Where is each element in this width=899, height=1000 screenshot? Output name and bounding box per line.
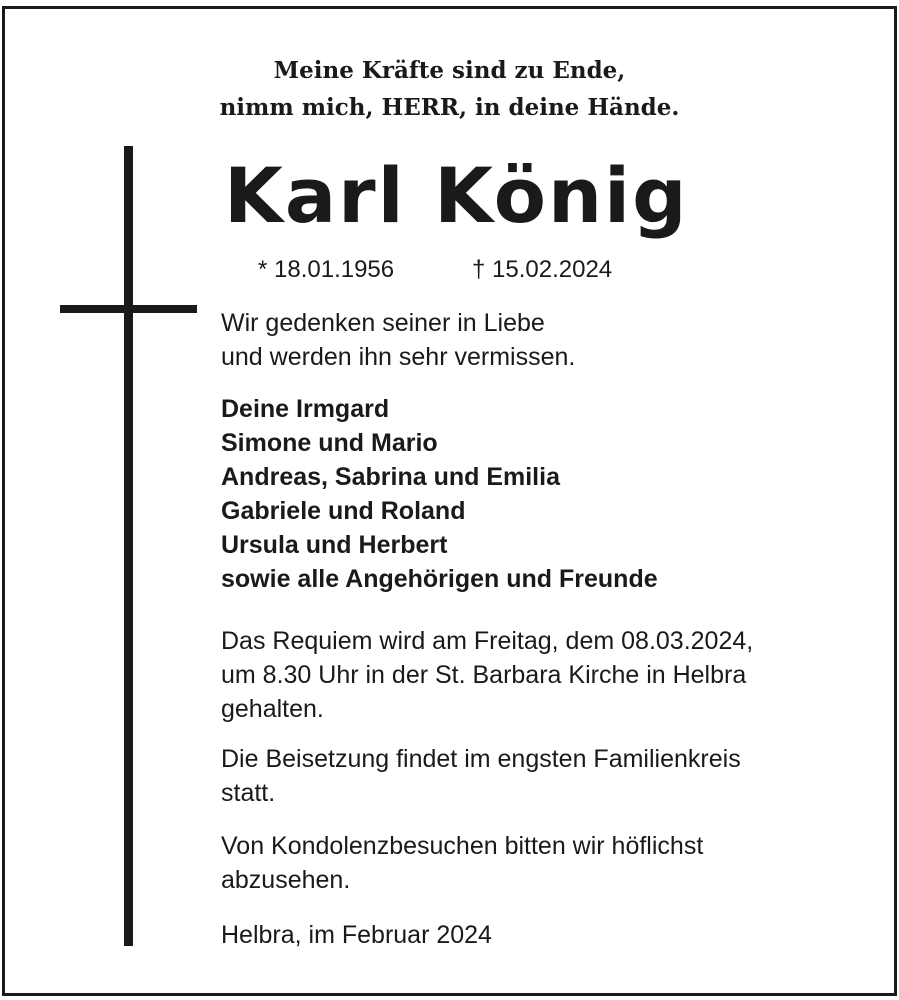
mourner-line: Gabriele und Roland [221, 497, 466, 525]
deceased-name: Karl König [224, 151, 689, 240]
bible-verse [0, 52, 899, 126]
memory-text [221, 306, 575, 374]
birth-date: * 18.01.1956 [258, 256, 395, 283]
requiem-notice [221, 624, 753, 726]
death-date: † 15.02.2024 [472, 256, 613, 283]
requiem-line-2: um 8.30 Uhr in der St. Barbara Kirche in Helbra [221, 661, 747, 689]
condolence-notice [221, 829, 703, 897]
cross-icon-horizontal-bar [60, 305, 197, 313]
verse-line-1: Meine Kräfte sind zu Ende, [273, 57, 626, 84]
burial-line-2: statt. [221, 779, 276, 807]
mourner-line: sowie alle Angehörigen und Freunde [221, 565, 658, 593]
condolence-line-2: abzusehen. [221, 866, 351, 894]
memory-line-2: und werden ihn sehr vermissen. [221, 343, 576, 371]
cross-icon-vertical-bar [124, 146, 133, 946]
mourner-line: Simone und Mario [221, 429, 438, 457]
requiem-line-3: gehalten. [221, 695, 324, 723]
mourners-list [221, 392, 658, 596]
place-and-date: Helbra, im Februar 2024 [221, 921, 492, 949]
verse-line-2: nimm mich, HERR, in deine Hände. [219, 94, 680, 121]
burial-line-1: Die Beisetzung findet im engsten Familienkreis [221, 745, 741, 773]
condolence-line-1: Von Kondolenzbesuchen bitten wir höflichst [221, 832, 704, 860]
burial-notice [221, 742, 741, 810]
requiem-line-1: Das Requiem wird am Freitag, dem 08.03.2024, [221, 627, 754, 655]
mourner-line: Ursula und Herbert [221, 531, 448, 559]
mourner-line: Andreas, Sabrina und Emilia [221, 463, 560, 491]
mourner-line: Deine Irmgard [221, 395, 390, 423]
memory-line-1: Wir gedenken seiner in Liebe [221, 309, 545, 337]
